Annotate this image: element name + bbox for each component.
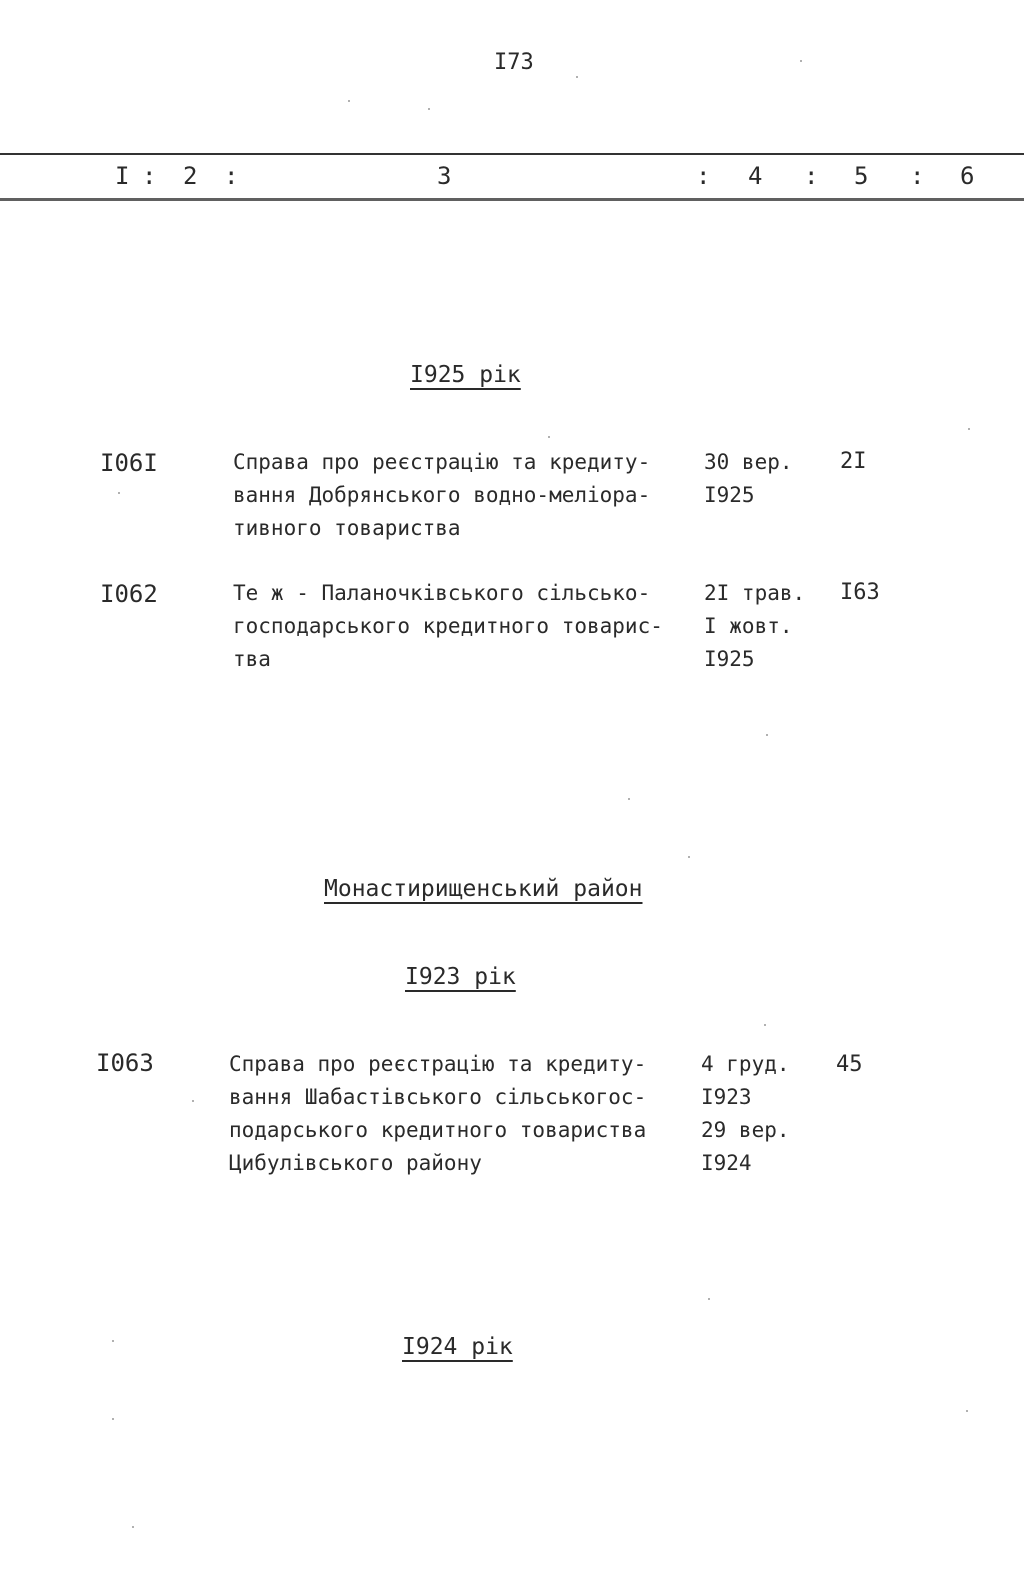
column-header-3: 3 <box>437 162 452 190</box>
item-number: I062 <box>100 580 158 608</box>
scan-speck <box>576 76 578 78</box>
description-line: Справа про реєстрацію та кредиту- <box>233 450 651 474</box>
description-line: вання Добрянського водно-меліора- <box>233 483 651 507</box>
date-line: I924 <box>701 1151 752 1175</box>
description-line: Справа про реєстрацію та кредиту- <box>229 1052 647 1076</box>
scan-speck <box>764 1024 766 1026</box>
description-line: подарського кредитного товариства <box>229 1118 647 1142</box>
scan-speck <box>800 60 802 62</box>
column-separator: : <box>696 162 711 190</box>
scan-speck <box>548 436 550 438</box>
item-number: I063 <box>96 1049 154 1077</box>
scan-speck <box>968 428 970 430</box>
item-number: I06I <box>100 449 158 477</box>
scan-speck <box>192 1100 194 1102</box>
header-rule-bottom <box>0 198 1024 201</box>
scan-speck <box>112 1340 114 1342</box>
section-heading-year: I924 рік <box>402 1334 513 1360</box>
date-line: 29 вер. <box>701 1118 790 1142</box>
scan-speck <box>348 100 350 102</box>
description-line: тва <box>233 647 271 671</box>
column-header-6: 6 <box>960 162 975 190</box>
column-separator: : <box>910 162 925 190</box>
scan-speck <box>688 856 690 858</box>
column-separator: : <box>224 162 239 190</box>
item-description <box>233 577 663 676</box>
column-header-4: 4 <box>748 162 763 190</box>
column-separator: : <box>804 162 819 190</box>
item-page-count: 45 <box>836 1052 863 1077</box>
description-line: Те ж - Паланочківського сільсько- <box>233 581 651 605</box>
description-line: вання Шабастівського сільськогос- <box>229 1085 647 1109</box>
date-line: I925 <box>704 483 755 507</box>
date-line: 2I трав. <box>704 581 806 605</box>
scan-speck <box>628 798 630 800</box>
date-line: I925 <box>704 647 755 671</box>
date-line: I жовт. <box>704 614 793 638</box>
item-dates <box>704 577 805 676</box>
scan-speck <box>428 108 430 110</box>
date-line: I923 <box>701 1085 752 1109</box>
scan-speck <box>112 1418 114 1420</box>
date-line: 30 вер. <box>704 450 793 474</box>
header-rule-top <box>0 153 1024 155</box>
district-heading: Монастирищенський район <box>324 876 643 902</box>
column-header-2: 2 <box>183 162 198 190</box>
item-page-count: 2I <box>840 449 867 474</box>
scan-speck <box>118 492 120 494</box>
column-header-5: 5 <box>854 162 869 190</box>
scan-speck <box>132 1526 134 1528</box>
date-line: 4 груд. <box>701 1052 790 1076</box>
section-heading-year: I923 рік <box>405 964 516 990</box>
item-dates <box>704 446 793 512</box>
description-line: господарського кредитного товарис- <box>233 614 663 638</box>
column-separator: : <box>142 162 157 190</box>
section-heading-year: I925 рік <box>410 362 521 388</box>
scan-speck <box>708 1298 710 1300</box>
item-description <box>233 446 650 545</box>
item-page-count: I63 <box>840 580 880 605</box>
item-dates <box>701 1048 790 1180</box>
column-header-1: I <box>115 162 130 190</box>
page-number: I73 <box>494 50 534 75</box>
item-description <box>229 1048 646 1180</box>
description-line: Цибулівського району <box>229 1151 482 1175</box>
scan-speck <box>966 1410 968 1412</box>
description-line: тивного товариства <box>233 516 461 540</box>
scan-speck <box>766 734 768 736</box>
